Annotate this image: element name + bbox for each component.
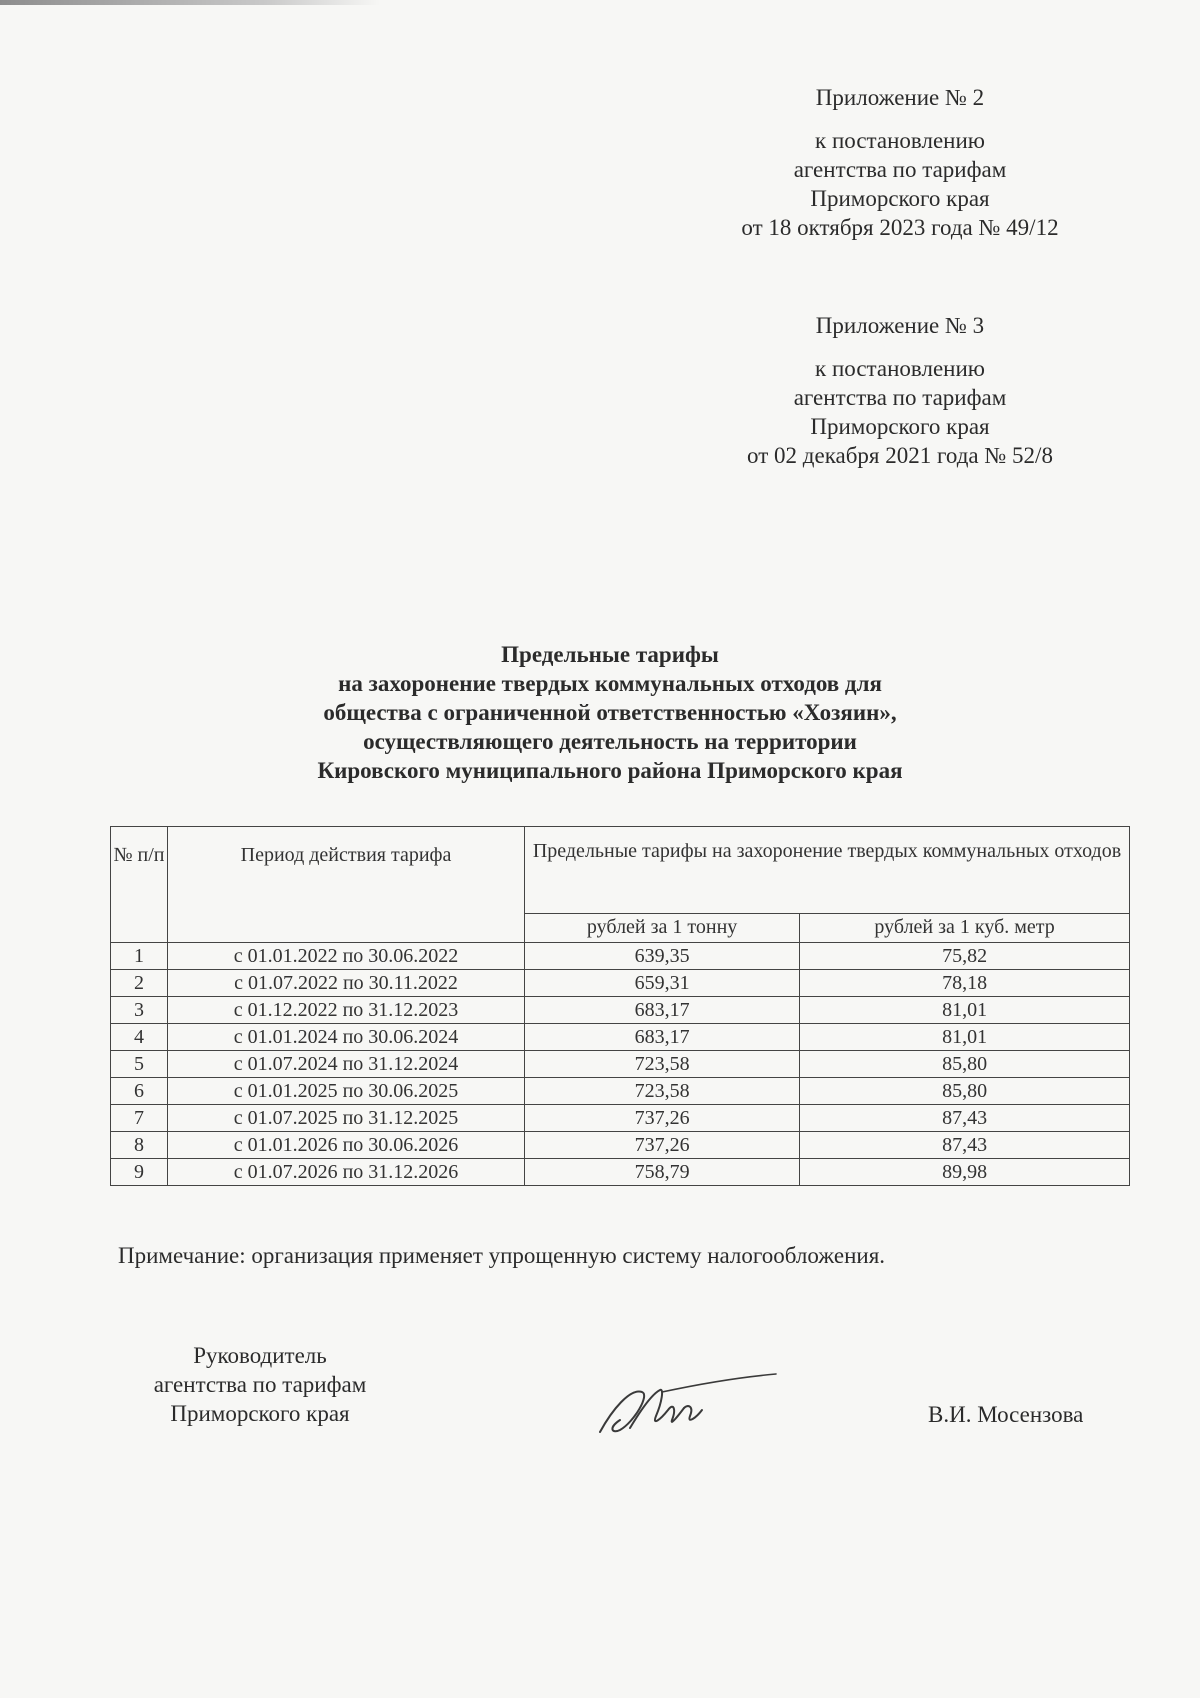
appendix-2-line: агентства по тарифам xyxy=(793,157,1007,182)
row-tariff-ton: 737,26 xyxy=(525,1105,800,1132)
header-per-ton: рублей за 1 тонну xyxy=(525,914,800,943)
appendix-3-header xyxy=(690,311,1110,470)
handwritten-signature xyxy=(590,1370,780,1450)
row-number: 7 xyxy=(111,1105,168,1132)
appendix-2-line: от 18 октября 2023 года № 49/12 xyxy=(741,215,1059,240)
row-tariff-m3: 85,80 xyxy=(800,1078,1130,1105)
document-title xyxy=(160,640,1060,785)
title-line: общества с ограниченной ответственностью «Хозяин», xyxy=(323,700,897,725)
row-tariff-m3: 89,98 xyxy=(800,1159,1130,1186)
appendix-3-title: Приложение № 3 xyxy=(815,313,985,338)
appendix-3-line: Приморского края xyxy=(810,414,990,439)
row-tariff-ton: 683,17 xyxy=(525,997,800,1024)
table-row xyxy=(111,1024,1130,1051)
table-row xyxy=(111,1051,1130,1078)
appendix-3-line: к постановлению xyxy=(815,356,985,381)
row-number: 1 xyxy=(111,943,168,970)
title-line: Кировского муниципального района Приморского края xyxy=(317,758,903,783)
row-number: 2 xyxy=(111,970,168,997)
signer-name: В.И. Мосензова xyxy=(928,1402,1084,1427)
row-tariff-m3: 75,82 xyxy=(800,943,1130,970)
row-number: 9 xyxy=(111,1159,168,1186)
row-tariff-ton: 723,58 xyxy=(525,1051,800,1078)
row-period: с 01.01.2026 по 30.06.2026 xyxy=(168,1132,525,1159)
row-tariff-m3: 78,18 xyxy=(800,970,1130,997)
table-row xyxy=(111,1078,1130,1105)
row-number: 4 xyxy=(111,1024,168,1051)
row-tariff-ton: 723,58 xyxy=(525,1078,800,1105)
row-number: 5 xyxy=(111,1051,168,1078)
table-row xyxy=(111,943,1130,970)
row-tariff-m3: 87,43 xyxy=(800,1105,1130,1132)
row-tariff-m3: 81,01 xyxy=(800,1024,1130,1051)
signatory-line: Приморского края xyxy=(170,1401,350,1426)
row-period: с 01.07.2022 по 30.11.2022 xyxy=(168,970,525,997)
table-row xyxy=(111,970,1130,997)
header-tariff-group: Предельные тарифы на захоронение твердых коммунальных отходов xyxy=(525,827,1130,914)
tariff-table xyxy=(110,826,1130,1186)
scan-edge-shadow xyxy=(0,0,380,5)
row-tariff-ton: 683,17 xyxy=(525,1024,800,1051)
table-row xyxy=(111,1132,1130,1159)
table-row xyxy=(111,1159,1130,1186)
header-period: Период действия тарифа xyxy=(168,827,525,943)
row-number: 3 xyxy=(111,997,168,1024)
row-tariff-ton: 659,31 xyxy=(525,970,800,997)
appendix-2-title: Приложение № 2 xyxy=(815,85,985,110)
row-tariff-m3: 85,80 xyxy=(800,1051,1130,1078)
table-row xyxy=(111,997,1130,1024)
row-tariff-ton: 737,26 xyxy=(525,1132,800,1159)
appendix-2-line: Приморского края xyxy=(810,186,990,211)
row-period: с 01.01.2025 по 30.06.2025 xyxy=(168,1078,525,1105)
tax-note: Примечание: организация применяет упрощенную систему налогообложения. xyxy=(118,1243,886,1268)
header-per-cubic-meter: рублей за 1 куб. метр xyxy=(800,914,1130,943)
row-tariff-ton: 758,79 xyxy=(525,1159,800,1186)
row-period: с 01.01.2024 по 30.06.2024 xyxy=(168,1024,525,1051)
row-tariff-m3: 87,43 xyxy=(800,1132,1130,1159)
row-period: с 01.07.2026 по 31.12.2026 xyxy=(168,1159,525,1186)
signatory-line: агентства по тарифам xyxy=(153,1372,367,1397)
table-row xyxy=(111,1105,1130,1132)
row-number: 8 xyxy=(111,1132,168,1159)
row-period: с 01.07.2024 по 31.12.2024 xyxy=(168,1051,525,1078)
row-tariff-m3: 81,01 xyxy=(800,997,1130,1024)
row-period: с 01.01.2022 по 30.06.2022 xyxy=(168,943,525,970)
appendix-3-line: агентства по тарифам xyxy=(793,385,1007,410)
row-period: с 01.12.2022 по 31.12.2023 xyxy=(168,997,525,1024)
title-line: на захоронение твердых коммунальных отходов для xyxy=(338,671,882,696)
row-number: 6 xyxy=(111,1078,168,1105)
row-period: с 01.07.2025 по 31.12.2025 xyxy=(168,1105,525,1132)
appendix-2-header xyxy=(690,83,1110,242)
signatory-title xyxy=(110,1341,410,1428)
title-line: осуществляющего деятельность на территории xyxy=(363,729,857,754)
appendix-2-line: к постановлению xyxy=(815,128,985,153)
header-number: № п/п xyxy=(111,827,168,943)
appendix-3-line: от 02 декабря 2021 года № 52/8 xyxy=(747,443,1053,468)
title-line: Предельные тарифы xyxy=(501,642,719,667)
signatory-line: Руководитель xyxy=(193,1343,327,1368)
row-tariff-ton: 639,35 xyxy=(525,943,800,970)
